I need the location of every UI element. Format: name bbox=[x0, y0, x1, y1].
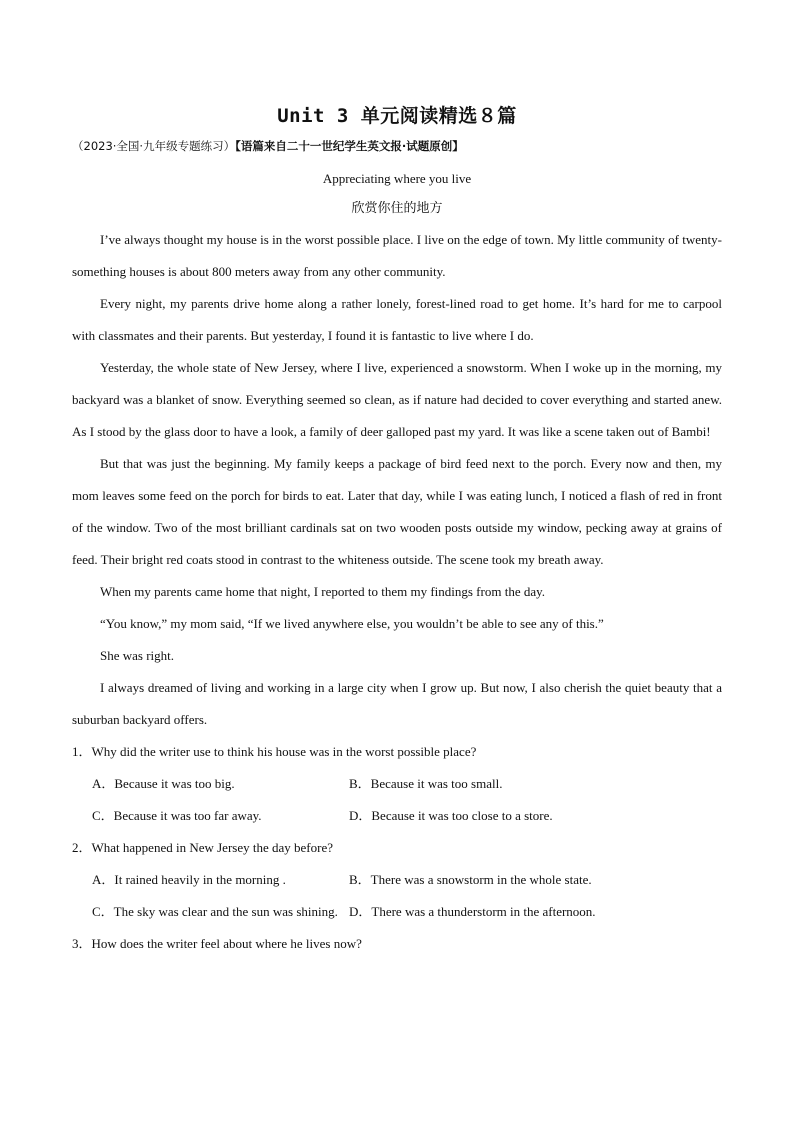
article-paragraph: When my parents came home that night, I reported to them my findings from the day. bbox=[100, 584, 546, 599]
article-paragraph: I always dreamed of living and working in a large city when I grow up. But now, I also cherish the quiet beauty that a suburban backyard offers. bbox=[72, 680, 722, 727]
question-list bbox=[72, 736, 722, 960]
option-b: B．There was a snowstorm in the whole state. bbox=[349, 872, 592, 887]
article-title-english: Appreciating where you live bbox=[322, 171, 472, 186]
option-c: C．The sky was clear and the sun was shining. bbox=[92, 904, 338, 919]
question-3 bbox=[72, 928, 722, 960]
source-line bbox=[72, 134, 722, 158]
document-title: Unit 3 单元阅读精选８篇 bbox=[277, 105, 517, 127]
question-stem: 3．How does the writer feel about where he lives now? bbox=[72, 936, 362, 951]
option-c: C．Because it was too far away. bbox=[92, 808, 262, 823]
article-paragraph: “You know,” my mom said, “If we lived anywhere else, you wouldn’t be able to see any of this.” bbox=[100, 616, 604, 631]
question-stem: 1．Why did the writer use to think his house was in the worst possible place? bbox=[72, 744, 477, 759]
question-options bbox=[72, 864, 722, 928]
option-a: A．Because it was too big. bbox=[92, 776, 235, 791]
article-title-chinese: 欣赏你住的地方 bbox=[351, 201, 443, 216]
article-paragraph: She was right. bbox=[100, 648, 175, 663]
article-paragraph: Yesterday, the whole state of New Jersey, where I live, experienced a snowstorm. When I woke up in the morning, my backyard was a blanket of snow. Everything seemed so clean, as if nature had decided to cover everything and started anew. As I stood by the glass door to have a look, a family of deer galloped past my yard. It was like a scene taken out of Bambi! bbox=[72, 360, 722, 439]
article-paragraph: But that was just the beginning. My family keeps a package of bird feed next to the porch. Every now and then, my mom leaves some feed on the porch for birds to eat. Later that day, while I was eating lunch, I noticed a flash of red in front of the window. Two of the most brilliant cardinals sat on two wooden posts outside my window, pecking away at grains of feed. Their bright red coats stood in contrast to the whiteness outside. The scene took my breath away. bbox=[72, 456, 722, 567]
option-a: A．It rained heavily in the morning . bbox=[92, 872, 286, 887]
article-paragraph: Every night, my parents drive home along a rather lonely, forest-lined road to get home. It’s hard for me to carpool with classmates and their parents. But yesterday, I found it is fantastic to live where I do. bbox=[72, 296, 722, 343]
question-options bbox=[72, 768, 722, 832]
article-paragraph: I’ve always thought my house is in the worst possible place. I live on the edge of town. My little community of twenty-something houses is about 800 meters away from any other community. bbox=[72, 232, 722, 279]
source-note: 【语篇来自二十一世纪学生英文报·试题原创】 bbox=[235, 139, 464, 153]
option-b: B．Because it was too small. bbox=[349, 776, 503, 791]
option-d: D．There was a thunderstorm in the afternoon. bbox=[349, 904, 596, 919]
question-2 bbox=[72, 832, 722, 928]
article-body bbox=[72, 224, 722, 736]
option-d: D．Because it was too close to a store. bbox=[349, 808, 553, 823]
source-prefix: （2023·全国·九年级专题练习） bbox=[72, 139, 236, 153]
question-1 bbox=[72, 736, 722, 832]
question-stem: 2．What happened in New Jersey the day before? bbox=[72, 840, 333, 855]
